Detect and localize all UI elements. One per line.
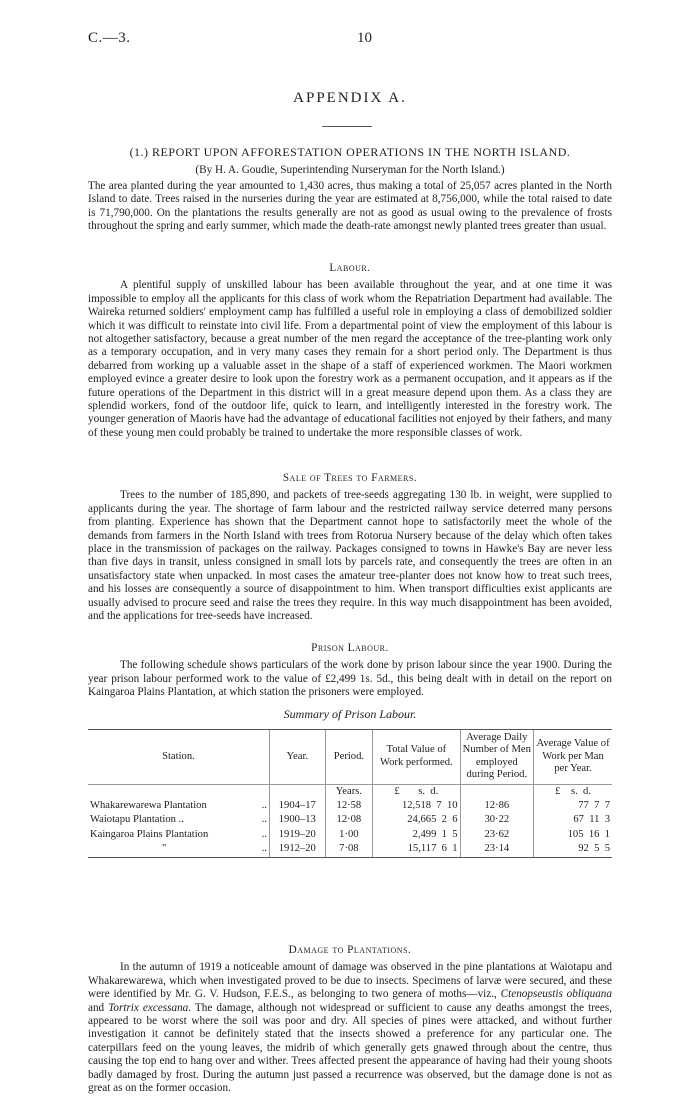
station-name: Waiotapu Plantation .. [90,814,184,826]
prison-heading: Prison Labour. [311,642,389,654]
shilling-unit: s. [418,785,425,797]
avg-men-cell: 30·22 [460,813,534,827]
species-name: Tortrix excessana [108,1001,189,1014]
species-name: Ctenopseustis obliquana [500,988,612,1001]
total-value-cell: 24,665 2 6 [373,813,460,827]
col-avg-value: Average Value of Work per Man per Year. [534,730,612,785]
sale-section [88,472,612,623]
table-row: Kaingaroa Plains Plantation .. 1919–20 1·00 2,499 1 5 23·62 105 16 1 [88,828,612,842]
sale-paragraph: Trees to the number of 185,890, and packets of tree-seeds aggregating 130 lb. in weight, were supplied to applicants during the year. The shortage of farm labour and the restricted railway service deterred many persons from planting. Experience has shown that the Department cannot hope to satisfactorily meet the whole of the demands from farmers in the North Island with trees from Rotorua Nursery because of the delay which often takes place in the transmission of packages on the railway. Packages consigned to towns in Hawke's Bay are never less than five days in transit, unless consigned in small lots by parcels rate, and consequently the trees are often in an unsatisfactory state when unpacked. In most cases the amateur tree-planter does not know how to treat such trees, and his losses are consequently a source of disappointment to him. When transport difficulties exist applicants are usually advised to procure seed and raise the trees they require. In this way much disappointment has been avoided, and the applications for tree-seeds have increased. [88,489,612,623]
year-cell: 1912–20 [269,842,325,857]
station-name: " [162,843,167,855]
total-value-units [373,784,460,799]
page-number: 10 [357,30,372,46]
intro-paragraph: The area planted during the year amounted to 1,430 acres, thus making a total of 25,057 acres planted in the North Island to date. Trees raised in the nurseries during the year are estimated at 8,756,000, while the total raised to date is 71,790,000. On the plantations the results generally are not as good as usual owing to the prevalence of frosts throughout the spring and early summer, which made the death-rate amongst newly planted trees greater than usual. [88,179,612,233]
period-cell: 12·58 [325,799,372,813]
col-total-value: Total Value of Work performed. [373,730,460,785]
table-title: Summary of Prison Labour. [283,706,417,721]
station-name: Whakarewarewa Plantation [90,800,207,812]
total-value-cell: 2,499 1 5 [373,828,460,842]
col-period: Period. [325,730,372,785]
period-cell: 1·00 [325,828,372,842]
period-unit: Years. [325,784,372,799]
labour-section [88,262,612,440]
year-cell: 1919–20 [269,828,325,842]
prison-paragraph: The following schedule shows particulars of the work done by prison labour since the year 1900. During the year prison labour performed work to the value of £2,499 1s. 5d., this being dealt with in detail on the report on Kaingaroa Plains Plantation, at which station the prisoners were employed. [88,659,612,699]
year-cell: 1904–17 [269,799,325,813]
appendix-title: APPENDIX A. [293,90,407,106]
report-title: (1.) REPORT UPON AFFORESTATION OPERATIONS IN THE NORTH ISLAND. [129,145,571,159]
total-value-cell: 15,117 6 1 [373,842,460,857]
year-cell: 1900–13 [269,813,325,827]
damage-heading: Damage to Plantations. [288,944,412,956]
prison-section [88,642,612,858]
labour-heading: Labour. [329,262,371,274]
table-row: " .. 1912–20 7·08 15,117 6 1 23·14 92 5 5 [88,842,612,857]
avg-men-cell: 23·14 [460,842,534,857]
avg-value-cell: 92 5 5 [534,842,612,857]
station-name: Kaingaroa Plains Plantation [90,828,209,840]
prison-labour-table [88,729,612,858]
document-reference: C.—3. [88,30,131,46]
avg-men-cell: 12·86 [460,799,534,813]
pound-unit: £ [555,785,561,797]
pound-unit: £ [394,785,400,797]
period-cell: 7·08 [325,842,372,857]
report-section [88,146,612,233]
table-row: Waiotapu Plantation .. .. 1900–13 12·08 24,665 2 6 30·22 67 11 3 [88,813,612,827]
report-byline: (By H. A. Goudie, Superintending Nurseryman for the North Island.) [195,164,505,177]
avg-value-cell: 77 7 7 [534,799,612,813]
col-avg-men: Average Daily Number of Men employed during Period. [460,730,534,785]
col-year: Year. [269,730,325,785]
avg-value-cell: 105 16 1 [534,828,612,842]
pence-unit: d. [430,785,439,797]
damage-section [88,944,612,1095]
period-cell: 12·08 [325,813,372,827]
table-row: Whakarewarewa Plantation .. 1904–17 12·58 12,518 7 10 12·86 77 7 7 [88,799,612,813]
damage-paragraph: In the autumn of 1919 a noticeable amount of damage was observed in the pine plantations at Waiotapu and Whakarewarewa, which when investigated proved to be due to insects. Specimens of larvæ were secured, and these were identified by Mr. G. V. Hudson, F.E.S., as belonging to two genera of moths—viz., Ctenopseustis obliquana and Tortrix excessana. The damage, although not widespread or sufficient to cause any deaths amongst the trees, appeared to be worst where the soil was poor and dry. All species of pines were attacked, and without further investigation it cannot be definitely stated that the insects showed a preference for any particular one. The caterpillars feed on the young leaves, the midrib of which generally gets gnawed through about the centre, thus causing the top end to hang over and wither. Trees affected present the appearance of having had their young shoots badly damaged by frost. During the autumn just passed a recurrence was observed, but the damage done is not as great as on the former occasion. [88,961,612,1095]
total-value-cell: 12,518 7 10 [373,799,460,813]
labour-paragraph: A plentiful supply of unskilled labour has been available throughout the year, and at one time it was impossible to employ all the applicants for this class of work whom the Repatriation Department had available. The Waireka returned soldiers' employment camp has fulfilled a useful role in employing a class of demobilized soldier which it was difficult to reinstate into civil life. From a departmental point of view the employment of this labour is not altogether satisfactory, because a great number of the men regard the acceptance of the tree-planting work only as a temporary occupation, and in very many cases they remain for a short period only. The Department is thus debarred from working up a valuable asset in the shape of a staff of experienced workmen. The Maori workmen employed evince a greater desire to look upon the forestry work as a permanent occupation, and it appears as if the future operations of the Department in this district will in a great measure depend upon them. As a class they are splendid workers, fond of the outdoor life, quick to learn, and intelligently interested in the forestry work. The younger generation of Maoris have had the advantage of educational facilities not enjoyed by their fathers, and many of these young men could probably be trained to undertake the more responsible classes of work. [88,279,612,439]
col-station: Station. [88,730,269,785]
shilling-unit: s. [570,785,578,797]
avg-men-cell: 23·62 [460,828,534,842]
title-divider [322,126,372,127]
avg-value-cell: 67 11 3 [534,813,612,827]
sale-heading: Sale of Trees to Farmers. [282,472,418,484]
avg-value-units [534,784,612,799]
pence-unit: d. [583,785,591,797]
